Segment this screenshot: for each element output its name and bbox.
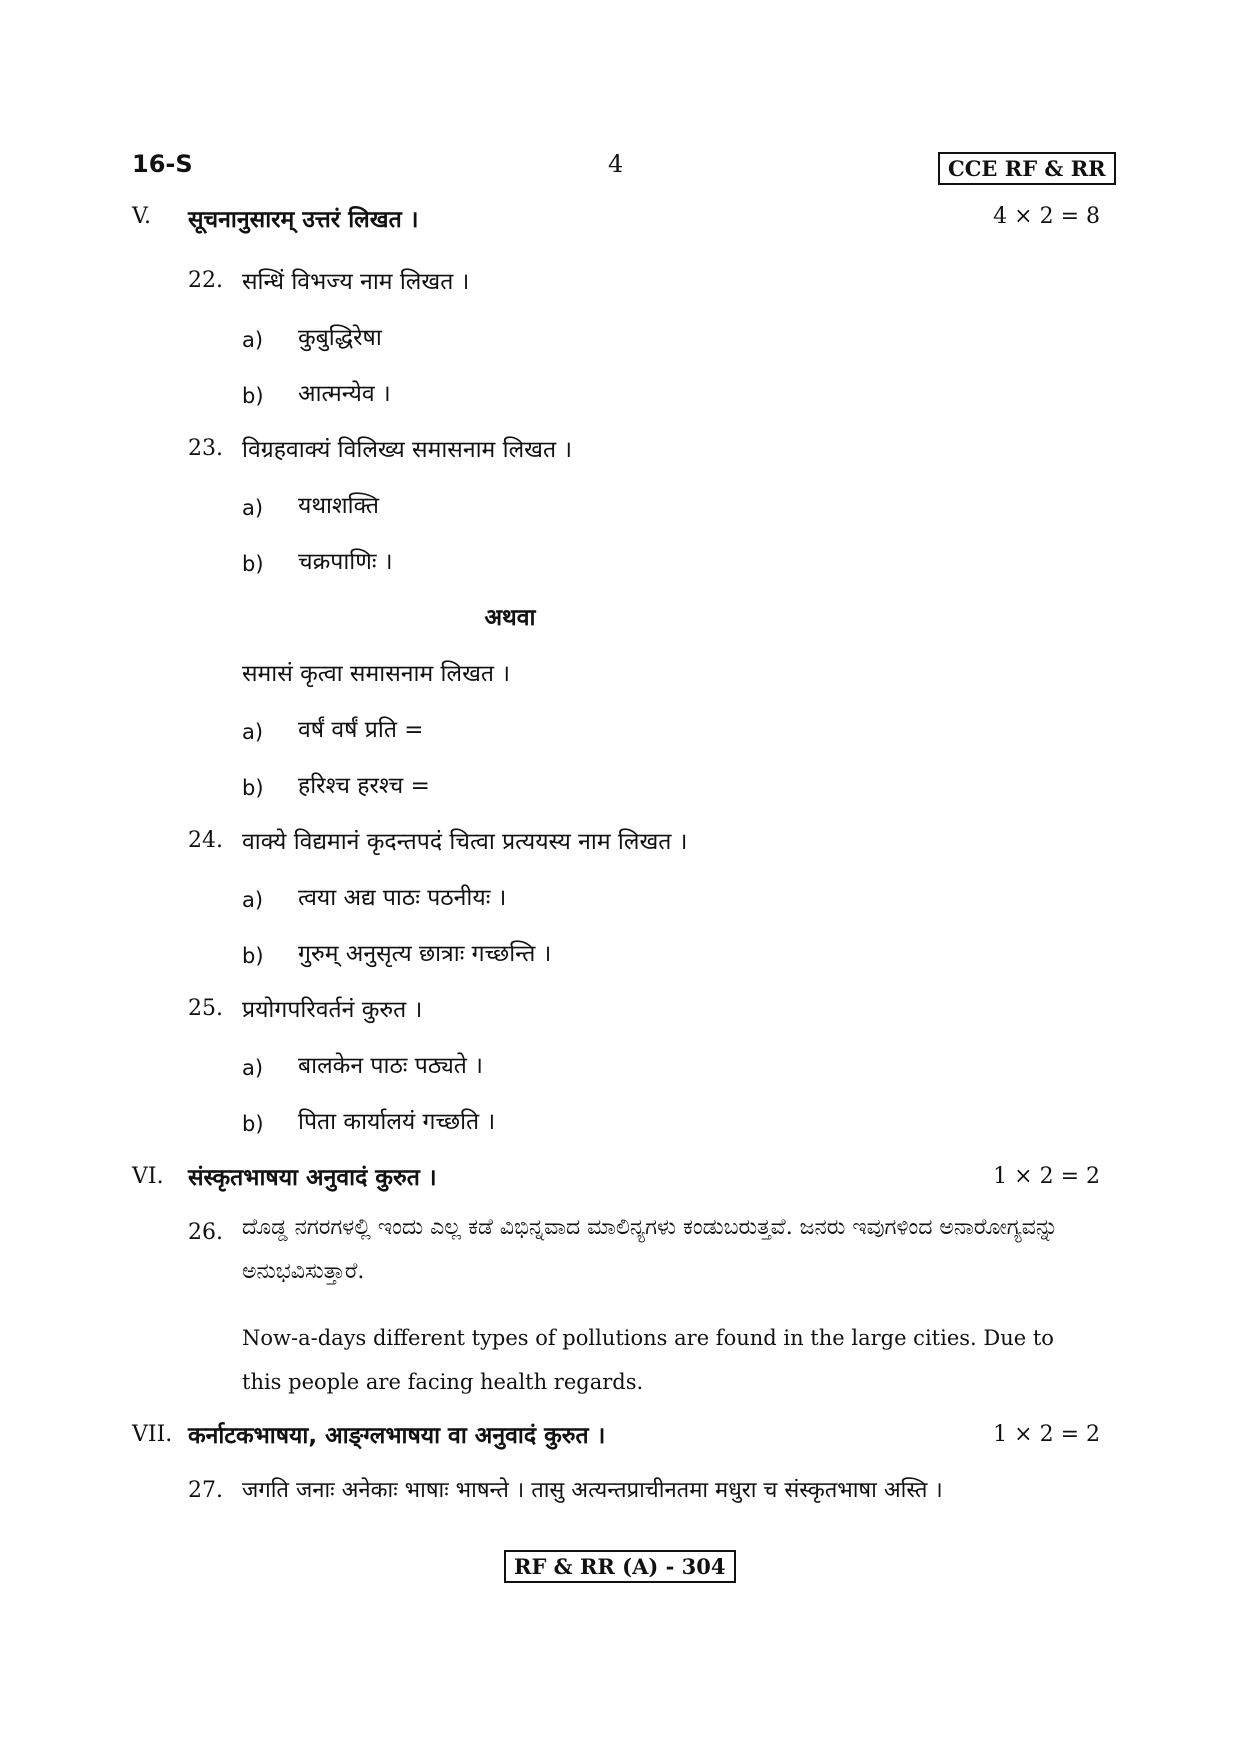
section-vi-title: संस्कृतभाषया अनुवादं कुरुत । — [188, 1165, 437, 1191]
section-v-number: V. — [132, 204, 152, 229]
q23-number: 23. — [188, 436, 223, 461]
q26-number: 26. — [188, 1220, 223, 1245]
q23-option-a-label: a) — [242, 496, 264, 520]
q23-alt-option-b: हरिश्च हरश्च = — [298, 773, 430, 799]
q22-option-b: आत्मन्येव । — [298, 381, 391, 407]
or-divider: अथवा — [484, 605, 536, 631]
section-vi-marks: 1 × 2 = 2 — [993, 1164, 1100, 1189]
q23-alt-option-a: वर्षं वर्षं प्रति = — [298, 717, 424, 743]
section-v-marks: 4 × 2 = 8 — [993, 204, 1100, 229]
q22-option-a-label: a) — [242, 328, 264, 352]
section-vii-title: कर्नाटकभाषया, आङ्ग्लभाषया वा अनुवादं कुरुत । — [188, 1423, 606, 1449]
q25-number: 25. — [188, 996, 223, 1021]
q25-option-a-label: a) — [242, 1056, 264, 1080]
section-v-title: सूचनानुसारम् उत्तरं लिखत । — [188, 207, 419, 233]
q24-number: 24. — [188, 828, 223, 853]
q23-option-b: चक्रपाणिः । — [298, 549, 393, 575]
q26-english-text: Now-a-days different types of pollutions are found in the large cities. Due to this people are facing health regards. — [242, 1326, 1054, 1394]
q24-option-a: त्वया अद्य पाठः पठनीयः । — [298, 885, 507, 911]
q25-option-b: पिता कार्यालयं गच्छति । — [298, 1109, 496, 1135]
q23-text: विग्रहवाक्यं विलिख्य समासनाम लिखत । — [242, 437, 573, 463]
q23-alt-option-a-label: a) — [242, 720, 264, 744]
q22-text: सन्धिं विभज्य नाम लिखत । — [242, 269, 470, 295]
q23-option-b-label: b) — [242, 552, 264, 576]
q23-alt-text: समासं कृत्वा समासनाम लिखत । — [242, 661, 511, 687]
q22-option-b-label: b) — [242, 384, 264, 408]
q24-option-b-label: b) — [242, 944, 264, 968]
q23-alt-option-b-label: b) — [242, 776, 264, 800]
q25-option-b-label: b) — [242, 1112, 264, 1136]
q27-text: जगति जनाः अनेकाः भाषाः भाषन्ते । तासु अत्यन्तप्राचीनतमा मधुरा च संस्कृतभाषा अस्ति । — [242, 1478, 943, 1503]
q27-number: 27. — [188, 1478, 223, 1503]
section-vii-number: VII. — [132, 1422, 173, 1447]
q24-text: वाक्ये विद्यमानं कृदन्तपदं चित्वा प्रत्ययस्य नाम लिखत । — [242, 829, 688, 855]
series-box: CCE RF & RR — [938, 152, 1116, 185]
q22-option-a: कुबुद्धिरेषा — [298, 325, 382, 351]
q24-option-a-label: a) — [242, 888, 264, 912]
q24-option-b: गुरुम् अनुसृत्य छात्राः गच्छन्ति । — [298, 941, 552, 967]
section-vi-number: VI. — [132, 1164, 164, 1189]
footer-code-box: RF & RR (A) - 304 — [504, 1550, 736, 1583]
q26-kannada-text: ದೊಡ್ಡ ನಗರಗಳಲ್ಲಿ ಇಂದು ಎಲ್ಲ ಕಡೆ ವಿಭಿನ್ನವಾದ ಮಾಲಿನ್ಯಗಳು ಕಂಡುಬರುತ್ತವೆ. ಜನರು ಇವುಗಳಿಂದ ಅನಾರೋಗ್ಯವನ್ನು ಅನುಭವಿಸುತ್ತಾರೆ. — [242, 1215, 1059, 1284]
q23-option-a: यथाशक्ति — [298, 493, 380, 519]
section-vii-marks: 1 × 2 = 2 — [993, 1422, 1100, 1447]
q25-option-a: बालकेन पाठः पठ्यते । — [298, 1053, 483, 1079]
q25-text: प्रयोगपरिवर्तनं कुरुत । — [242, 997, 423, 1023]
page-number: 4 — [608, 150, 624, 178]
paper-code: 16-S — [132, 150, 193, 178]
q22-number: 22. — [188, 268, 223, 293]
